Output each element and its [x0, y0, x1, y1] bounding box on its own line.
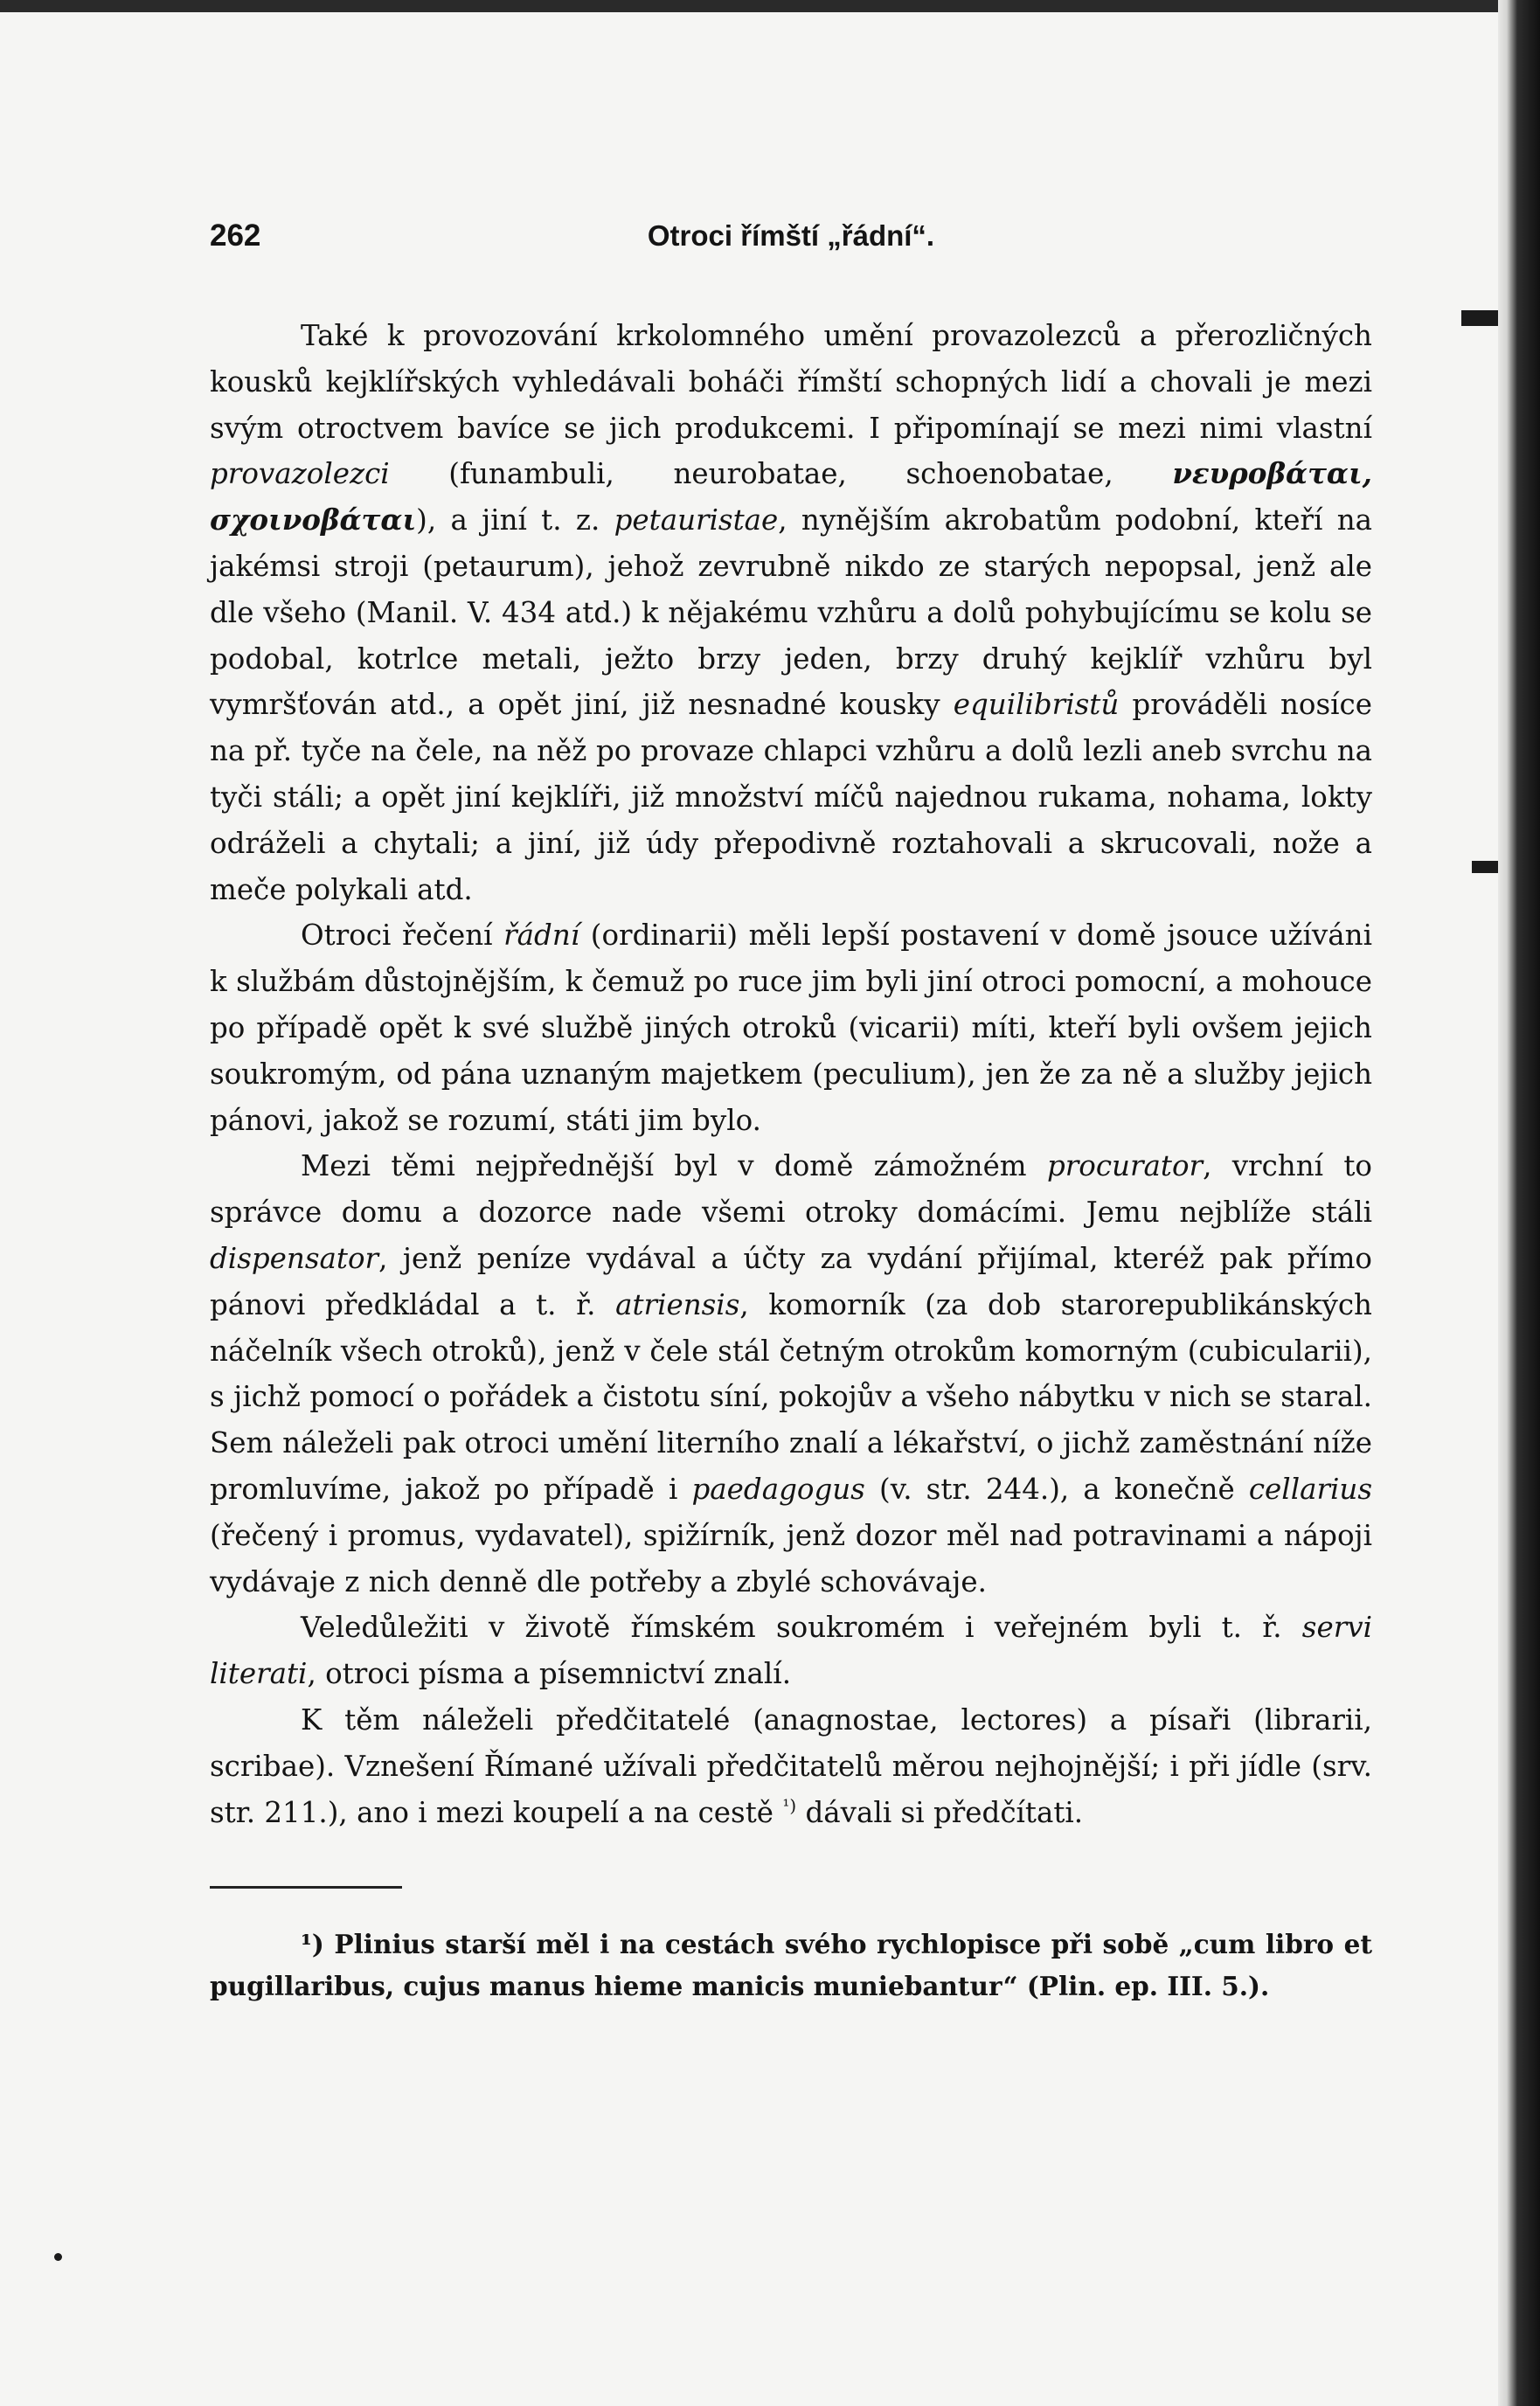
text-run: (v. str. 244.), a konečně: [864, 1472, 1249, 1506]
text-run: (funambuli, neurobatae, schoenobatae,: [389, 457, 1173, 491]
text-run: Mezi těmi nejpřednější byl v domě zámožném: [301, 1149, 1047, 1183]
footnote: [210, 1924, 1372, 2007]
text-run: , jenž peníze vydával a účty za vydání přijímal, kteréž pak přímo pánovi předkládal a t. ř.: [210, 1241, 1372, 1321]
text-run: (ordinarii) měli lepší postavení v domě jsouce užíváni k službám důstojnějším, k čemuž po ruce jim byli jiní otroci pomocní, a mohouce po případě opět k své službě jiných otroků (vicarii) míti, kteří byli ovšem jejich soukromým, od pána uznaným majetkem (peculium), jen že za ně a služby jejich pánovi, jakož se rozumí, státi jim bylo.: [210, 919, 1372, 1137]
running-title: Otroci římští „řádní“.: [647, 219, 935, 252]
text-run: , otroci písma a písemnictví znalí.: [307, 1657, 792, 1691]
text-run: dávali si předčítati.: [796, 1795, 1084, 1829]
footnote-reference: ¹): [782, 1794, 797, 1816]
italic-term: servi literati: [210, 1611, 1372, 1691]
paragraph: [210, 1143, 1372, 1605]
italic-term: provazolezci: [210, 457, 390, 491]
text-run: prováděli nosíce na př. tyče na čele, na něž po provaze chlapci vzhůru a dolů lezli aneb svrchu na tyči stáli; a opět jiní kejklíři, již množství míčů najednou rukama, nohama, lokty odráželi a chytali; a jiní, již údy přepodivně roztahovali a skrucovali, nože a meče polykali atd.: [210, 688, 1372, 906]
text-run: Otroci řečení: [301, 919, 504, 953]
italic-term: dispensator: [210, 1241, 379, 1275]
text-run: Také k provozování krkolomného umění provazolezců a přerozličných kousků kejklířských vyhledávali boháči římští schopných lidí a chovali je mezi svým otroctvem bavíce se jich produkcemi. I připomínají se mezi nimi vlastní: [210, 319, 1372, 445]
italic-term: cellarius: [1248, 1472, 1372, 1506]
scan-top-edge: [0, 0, 1540, 12]
text-run: , nynějším akrobatům podobní, kteří na jakémsi stroji (petaurum), jehož zevrubně nikdo ze starých nepopsal, jenž ale dle všeho (Manil. V. 434 atd.) k nějakému vzhůru a dolů pohybujícímu se kolu se podobal, kotrlce metali, ježto brzy jeden, brzy druhý kejklíř vzhůru byl vymršťován atd., a opět jiní, již nesnadné kousky: [210, 503, 1373, 722]
paragraph: [210, 1697, 1372, 1835]
text-run: , vrchní to správce domu a dozorce nade všemi otroky domácími. Jemu nejblíže stáli: [210, 1149, 1372, 1230]
text-run: Veledůležiti v životě římském soukromém i veřejném byli t. ř.: [301, 1611, 1302, 1645]
footnote-text: Plinius starší měl i na cestách svého rychlopisce při sobě „cum libro et pugillaribus, cujus manus hieme manicis muniebantur“ (Plin. ep. III. 5.).: [210, 1929, 1372, 2002]
italic-term: equilibristů: [953, 688, 1120, 722]
italic-term: petauristae: [614, 503, 779, 537]
page-number: 262: [210, 218, 261, 253]
scan-right-edge: [1498, 0, 1540, 2406]
italic-term: řádní: [503, 919, 580, 953]
body-text: [210, 313, 1372, 1835]
italic-term: paedagogus: [691, 1472, 865, 1506]
italic-term: atriensis: [615, 1287, 740, 1321]
text-run: (řečený i promus, vydavatel), spižírník, jenž dozor měl nad potravinami a nápoji vydávaje z nich denně dle potřeby a zbylé schovávaje.: [210, 1518, 1372, 1598]
text-run: ), a jiní t. z.: [416, 503, 614, 537]
text-run: , komorník (za dob starorepublikánských náčelník všech otroků), jenž v čele stál četným otrokům komorným (cubicularii), s jichž pomocí o pořádek a čistotu síní, pokojův a všeho nábytku v nich se staral. Sem náleželi pak otroci umění literního znalí a lékařství, o jichž zaměstnání níže promluvíme, jakož po případě i: [210, 1287, 1372, 1506]
text-run: K těm náleželi předčitatelé (anagnostae, lectores) a písaři (librarii, scribae). Vznešení Římané užívali předčitatelů měrou nejhojnější; i při jídle (srv. str. 211.), ano i mezi koupelí a na cestě: [210, 1702, 1372, 1829]
page: [210, 218, 1372, 2034]
paragraph: [210, 313, 1372, 912]
speck: [54, 2253, 62, 2261]
paragraph: [210, 1605, 1372, 1697]
italic-term: procurator: [1046, 1149, 1204, 1183]
binding-mark: [1472, 861, 1498, 873]
paragraph: [210, 912, 1372, 1143]
binding-mark: [1461, 310, 1498, 326]
footnote-marker: ¹): [301, 1929, 324, 1960]
greek-term: νευροβάται, σχοινοβάται: [210, 456, 1372, 537]
running-header: [210, 218, 1372, 262]
footnote-rule: [210, 1886, 402, 1889]
